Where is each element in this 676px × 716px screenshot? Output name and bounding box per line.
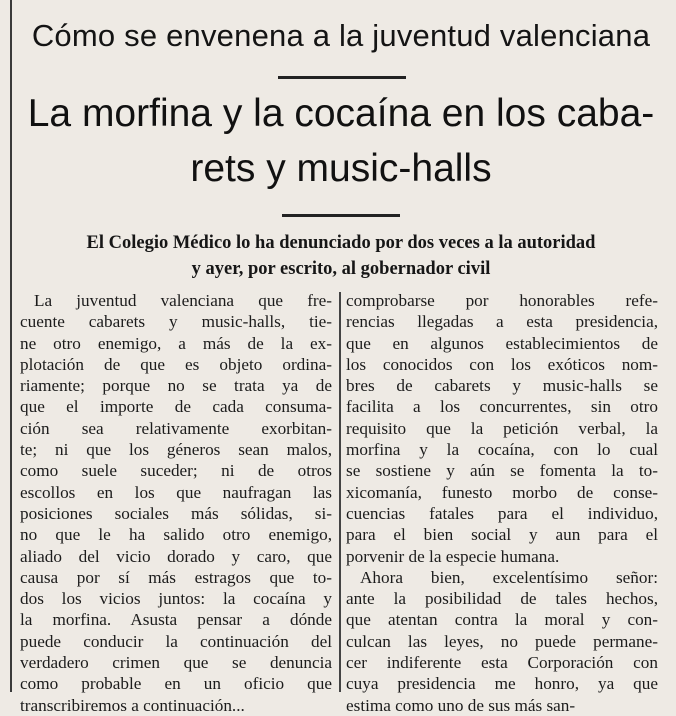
text-line: porvenir de la especie humana.	[346, 546, 560, 566]
text-line: facilita a los concurrentes, sin otro	[346, 397, 658, 417]
subheadline-line-1: El Colegio Médico lo ha denunciado por dos veces a la autoridad	[86, 233, 596, 253]
text-line: culcan las leyes, no puede permane-	[346, 631, 658, 651]
text-line: bres de cabarets y music-halls se	[346, 376, 658, 396]
text-line: dos los vicios juntos: la cocaína y	[20, 589, 332, 609]
subheadline-line-2: y ayer, por escrito, al gobernador civil	[191, 259, 491, 279]
text-line: comprobarse por honorables refe-	[346, 291, 658, 310]
text-line: para el bien social y aun para el	[346, 525, 658, 545]
headline-line-2: rets y music-halls	[190, 147, 492, 190]
text-line: riamente; porque no se trata ya de	[20, 376, 332, 396]
text-line: como probable en un oficio que	[20, 674, 332, 694]
text-line: ción sea relativamente exorbitan-	[20, 418, 332, 438]
text-line: aliado del vicio dorado y caro, que	[20, 546, 332, 566]
text-line: que en algunos establecimientos de	[346, 333, 658, 353]
text-line: verdadero crimen que se denuncia	[20, 653, 332, 673]
text-line: como suele suceder; ni de otros	[20, 461, 332, 481]
text-line: rencias llegadas a esta presidencia,	[346, 312, 658, 332]
title-divider-top	[278, 76, 406, 79]
text-line: Ahora bien, excelentísimo señor:	[360, 567, 658, 587]
text-line: cuya presidencia me honro, ya que	[346, 674, 658, 694]
text-line: los conocidos con los exóticos nom-	[346, 354, 658, 374]
text-line: se sostiene y aún se fomenta la to-	[346, 461, 658, 481]
text-line: ne otro enemigo, a más de la ex-	[20, 333, 332, 353]
text-line: morfina y la cocaína, con lo cual	[346, 440, 658, 460]
article-column-left	[20, 290, 332, 716]
title-divider-bottom	[282, 214, 400, 217]
text-line: xicomanía, funesto morbo de conse-	[346, 482, 658, 502]
headline-line-1: La morfina y la cocaína en los caba-	[27, 92, 655, 135]
text-line: posiciones sociales más sólidas, si-	[20, 503, 332, 523]
text-line: cuencias fatales para el individuo,	[346, 503, 658, 523]
text-line: causa por sí más estragos que to-	[20, 567, 332, 587]
text-line: requisito que la petición verbal, la	[346, 418, 658, 438]
text-line: ante la posibilidad de tales hechos,	[346, 589, 658, 609]
text-line: cer indiferente esta Corporación con	[346, 653, 658, 673]
article-headline	[16, 86, 666, 196]
text-line: plotación de que es objeto ordina-	[20, 354, 332, 374]
text-line: cuente cabarets y music-halls, tie-	[20, 312, 332, 332]
text-line: transcribiremos a continuación...	[20, 695, 245, 715]
article-subheadline	[16, 230, 666, 282]
column-divider	[339, 292, 341, 692]
text-line: escollos en los que naufragan las	[20, 482, 332, 502]
text-line: estima como uno de sus más san-	[346, 695, 576, 715]
text-line: que atentan contra la moral y con-	[346, 610, 658, 630]
text-line: La juventud valenciana que fre-	[34, 291, 332, 310]
column-border-left	[10, 0, 12, 692]
text-line: puede conducir la continuación del	[20, 631, 332, 651]
text-line: que el importe de cada consuma-	[20, 397, 332, 417]
text-line: no que le ha salido otro enemigo,	[20, 525, 332, 545]
article-column-right	[346, 290, 658, 716]
article-kicker: Cómo se envenena a la juventud valenciana	[31, 18, 651, 53]
text-line: te; ni que los géneros sean malos,	[20, 440, 332, 460]
text-line: la morfina. Asusta pensar a dónde	[20, 610, 332, 630]
